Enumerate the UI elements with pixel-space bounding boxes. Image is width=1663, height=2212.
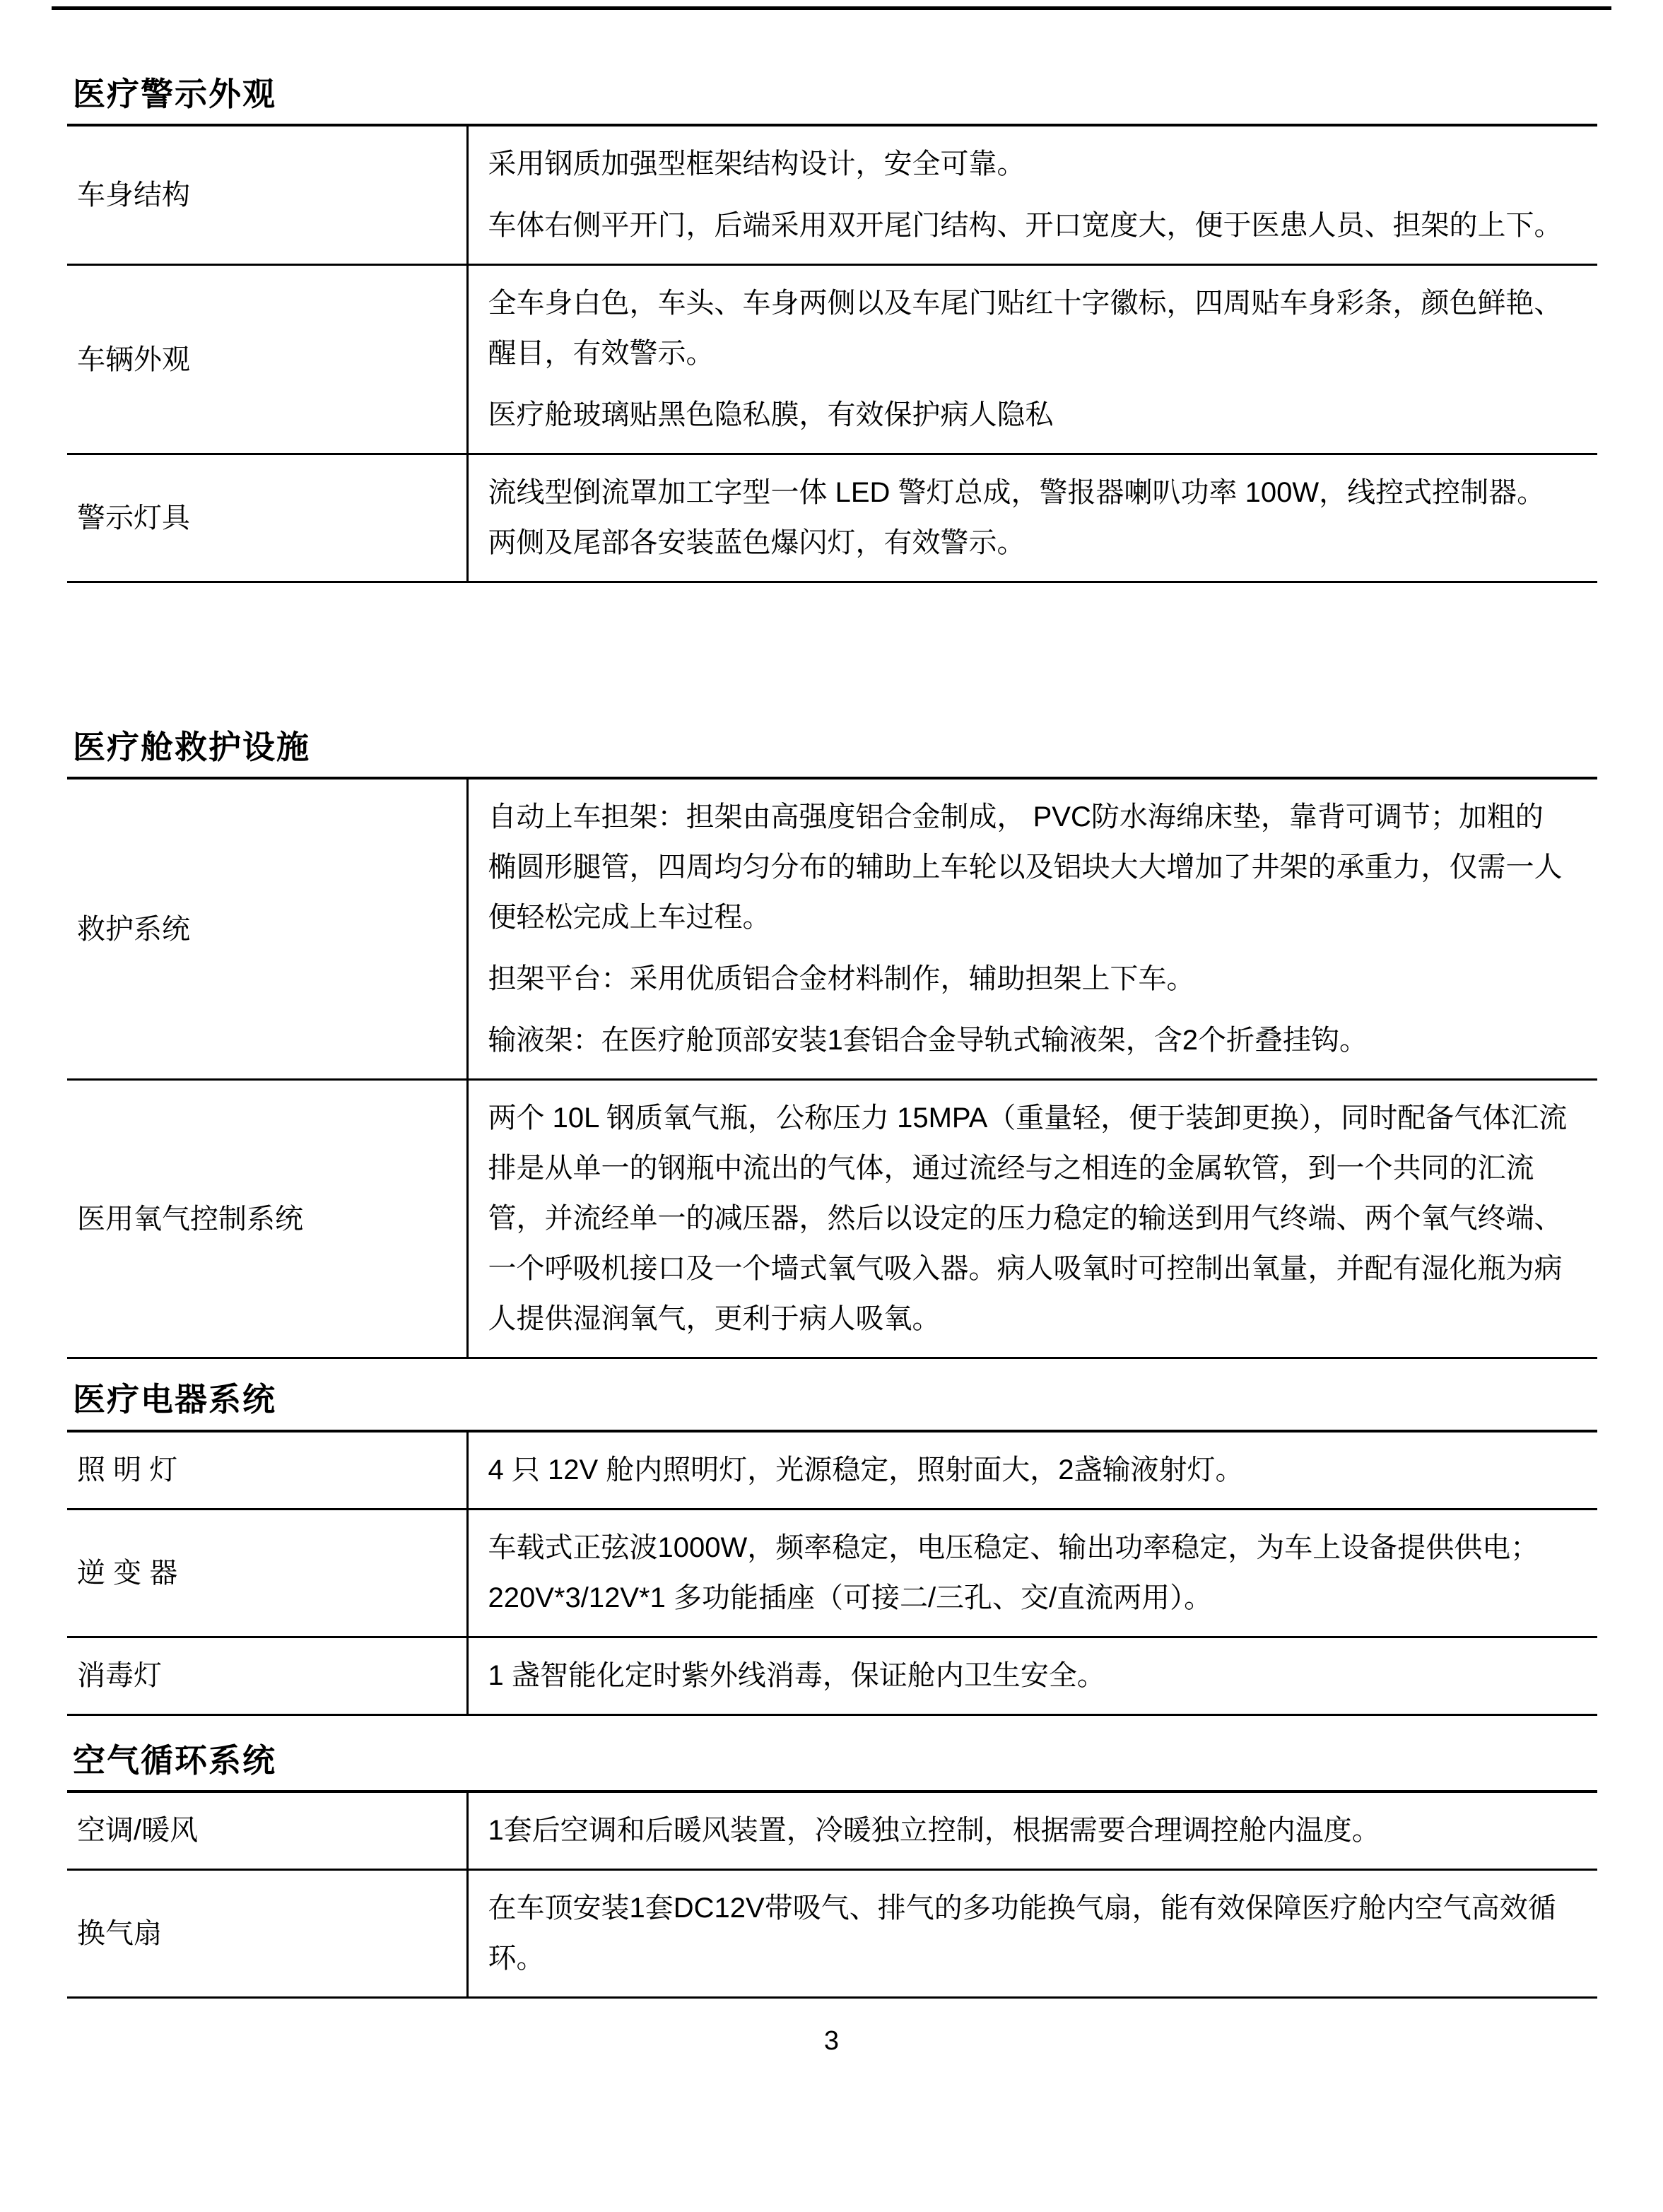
row-label: 救护系统	[67, 778, 467, 1080]
row-value	[467, 454, 1597, 582]
spec-paragraph: 采用钢质加强型框架结构设计，安全可靠。	[488, 148, 1026, 180]
table-row	[67, 265, 1597, 454]
spec-paragraph: 全车身白色，车头、车身两侧以及车尾门贴红十字徽标，四周贴车身彩条，颜色鲜艳、醒目，有效警示。	[488, 288, 1563, 370]
row-value	[467, 1792, 1597, 1870]
spec-table	[67, 1430, 1597, 1716]
section-medical-warning-appearance	[0, 75, 1663, 583]
row-label: 警示灯具	[67, 454, 467, 582]
table-row	[67, 1792, 1597, 1870]
row-label: 车身结构	[67, 125, 467, 265]
spec-table	[67, 124, 1597, 583]
spec-paragraph: 在车顶安装1套DC12V带吸气、排气的多功能换气扇，能有效保障医疗舱内空气高效循环。	[488, 1892, 1556, 1974]
row-label: 换气扇	[67, 1869, 467, 1997]
spec-paragraph: 担架平台：采用优质铝合金材料制作，辅助担架上下车。	[488, 963, 1195, 995]
spec-paragraph: 4 只 12V 舱内照明灯，光源稳定，照射面大，2盏输液射灯。	[488, 1454, 1244, 1486]
page-number: 3	[823, 2025, 840, 2056]
row-label: 照 明 灯	[67, 1431, 467, 1510]
table-row	[67, 454, 1597, 582]
spec-paragraph: 1套后空调和后暖风装置，冷暖独立控制，根据需要合理调控舱内温度。	[488, 1814, 1380, 1846]
row-label: 消毒灯	[67, 1637, 467, 1714]
section-medical-cabin-rescue-facilities	[0, 728, 1663, 1359]
row-label: 医用氧气控制系统	[67, 1080, 467, 1358]
row-label: 空调/暖风	[67, 1792, 467, 1870]
section-air-circulation-system	[0, 1741, 1663, 1999]
spec-paragraph: 输液架：在医疗舱顶部安装1套铝合金导轨式输液架，含2个折叠挂钩。	[488, 1025, 1368, 1057]
spec-paragraph: 两个 10L 钢质氧气瓶，公称压力 15MPA（重量轻，便于装卸更换），同时配备气体汇流排是从单一的钢瓶中流出的气体，通过流经与之相连的金属软管，到一个共同的汇流管，并流经单一的减压器，然后以设定的压力稳定的输送到用气终端、两个氧气终端、一个呼吸机接口及一个墙式氧气吸入器。病人吸氧时可控制出氧量，并配有湿化瓶为病人提供湿润氧气，更利于病人吸氧。	[488, 1102, 1568, 1335]
spec-table	[67, 777, 1597, 1359]
row-value	[467, 1080, 1597, 1358]
table-row	[67, 1431, 1597, 1510]
row-value	[467, 1431, 1597, 1510]
row-value	[467, 1637, 1597, 1714]
row-label: 车辆外观	[67, 265, 467, 454]
section-title: 医疗警示外观	[73, 76, 276, 112]
row-value	[467, 265, 1597, 454]
spec-paragraph: 1 盏智能化定时紫外线消毒，保证舱内卫生安全。	[488, 1659, 1105, 1691]
section-title: 医疗舱救护设施	[73, 729, 310, 766]
table-row	[67, 125, 1597, 265]
spec-paragraph: 自动上车担架：担架由高强度铝合金制成， PVC防水海绵床垫，靠背可调节；加粗的椭圆形腿管，四周均匀分布的辅助上车轮以及铝块大大增加了井架的承重力，仅需一人便轻松完成上车过程。	[488, 801, 1563, 934]
spec-paragraph: 车体右侧平开门，后端采用双开尾门结构、开口宽度大，便于医患人员、担架的上下。	[488, 210, 1563, 242]
spec-table	[67, 1790, 1597, 1999]
table-row	[67, 1080, 1597, 1358]
table-row	[67, 1869, 1597, 1997]
table-row	[67, 1509, 1597, 1637]
section-title: 空气循环系统	[73, 1741, 276, 1779]
spec-paragraph: 医疗舱玻璃贴黑色隐私膜，有效保护病人隐私	[488, 399, 1054, 431]
row-value	[467, 1509, 1597, 1637]
page-top-rule	[52, 6, 1611, 10]
row-label: 逆 变 器	[67, 1509, 467, 1637]
section-title: 医疗电器系统	[73, 1381, 276, 1418]
spec-paragraph: 车载式正弦波1000W，频率稳定，电压稳定、输出功率稳定，为车上设备提供供电；220V*3/12V*1 多功能插座（可接二/三孔、交/直流两用）。	[488, 1531, 1539, 1613]
row-value	[467, 1869, 1597, 1997]
spec-paragraph: 流线型倒流罩加工字型一体 LED 警灯总成，警报器喇叭功率 100W，线控式控制器。两侧及尾部各安装蓝色爆闪灯，有效警示。	[488, 477, 1546, 559]
row-value	[467, 125, 1597, 265]
table-row	[67, 778, 1597, 1080]
section-medical-electrical-system	[0, 1380, 1663, 1715]
table-row	[67, 1637, 1597, 1714]
row-value	[467, 778, 1597, 1080]
